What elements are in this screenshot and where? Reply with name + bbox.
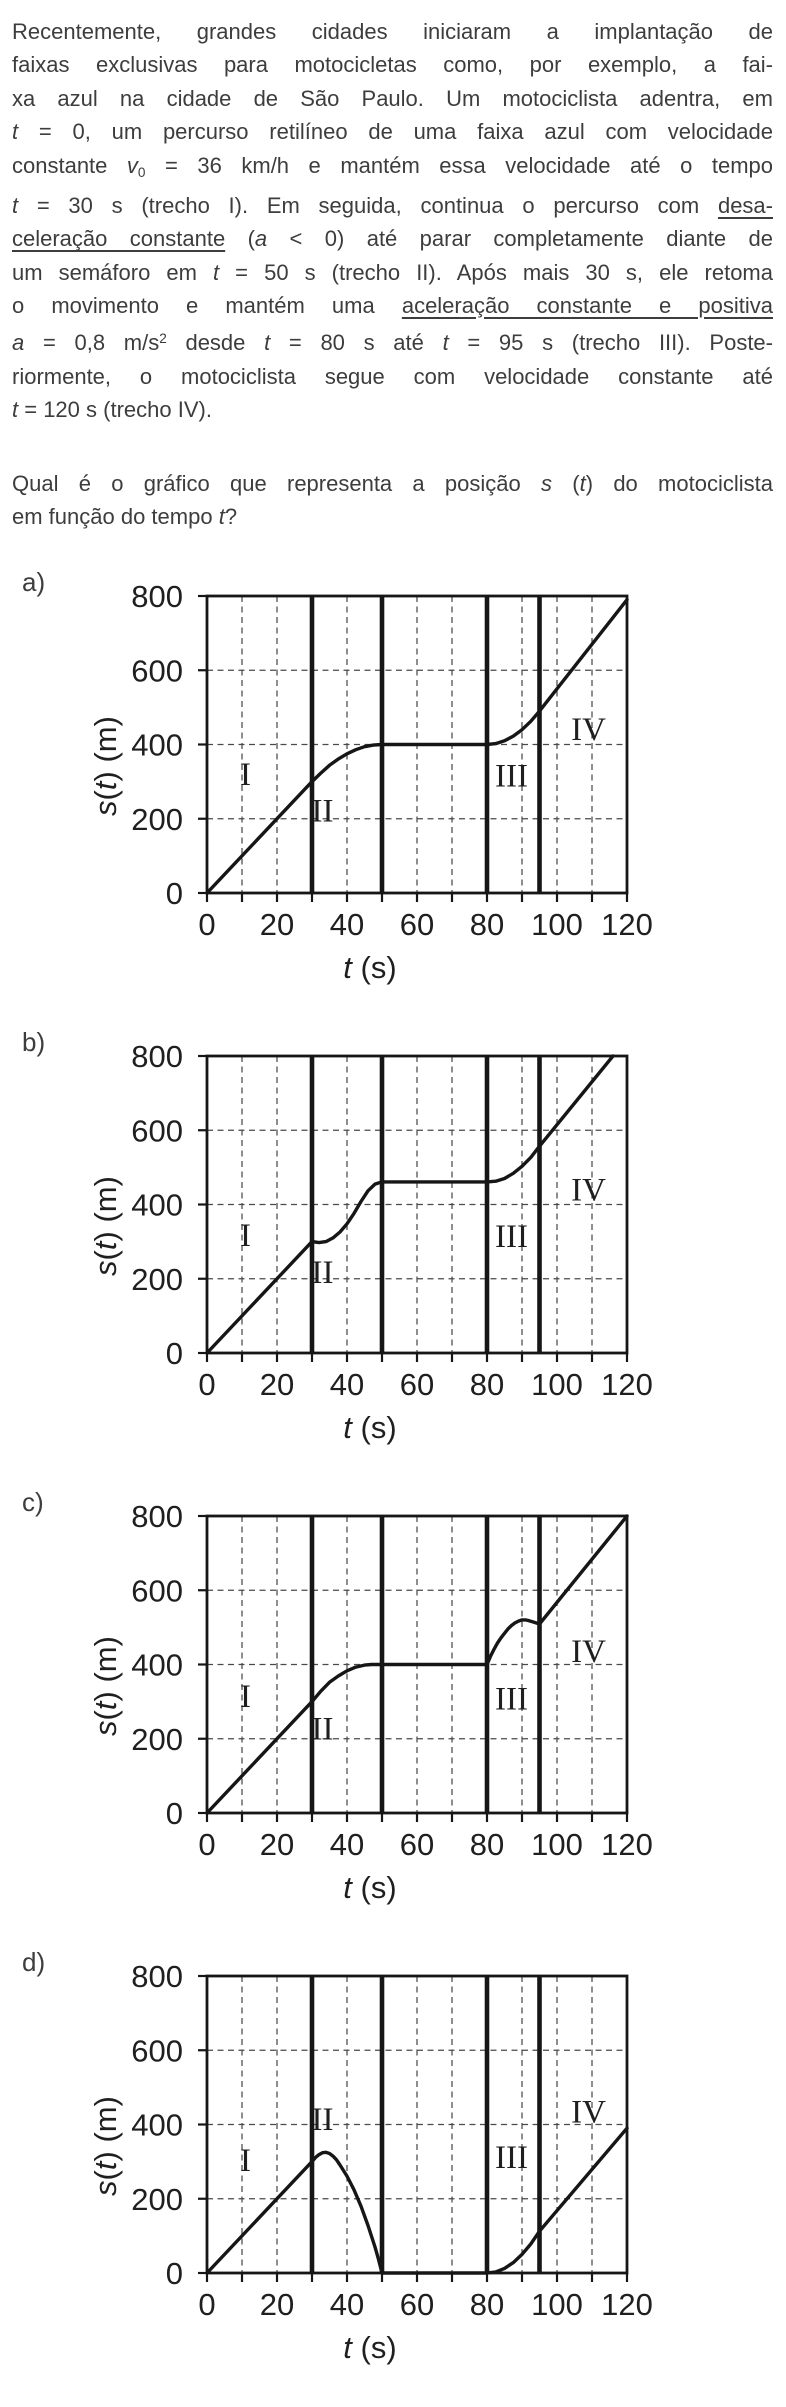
svg-text:60: 60: [399, 2287, 435, 2323]
region-labels: [240, 1634, 606, 1748]
region-labels: [240, 1173, 606, 1291]
svg-text:0: 0: [165, 1796, 183, 1832]
text-line: um semáforo em t = 50 s (trecho II). Após mais 30 s, ele retoma: [12, 259, 773, 285]
svg-text:800: 800: [131, 1959, 183, 1995]
text-column: [0, 0, 786, 533]
svg-text:60: 60: [399, 1367, 435, 1403]
region-label-I: I: [240, 2143, 251, 2180]
region-label-I: I: [240, 757, 251, 794]
x-tick-labels: [198, 2287, 652, 2322]
x-tick-labels: [198, 1367, 652, 1402]
svg-text:100: 100: [531, 1367, 583, 1403]
svg-text:0: 0: [165, 876, 183, 912]
chart-b-svg: [55, 1038, 755, 1446]
svg-text:600: 600: [131, 653, 183, 689]
svg-text:60: 60: [399, 907, 435, 943]
svg-text:400: 400: [131, 1647, 183, 1683]
axis-ticks: [198, 596, 627, 902]
svg-text:20: 20: [259, 1827, 295, 1863]
text-line: riormente, o motociclista segue com velocidade constante até: [12, 363, 773, 389]
svg-text:400: 400: [131, 727, 183, 763]
text-line: xa azul na cidade de São Paulo. Um motociclista adentra, em: [12, 85, 773, 111]
region-label-II: II: [311, 2102, 334, 2139]
answer-options: [0, 567, 786, 2407]
region-label-IV: IV: [571, 2094, 606, 2131]
svg-text:600: 600: [131, 1573, 183, 1609]
gridlines: [207, 1976, 627, 2273]
svg-text:100: 100: [531, 1827, 583, 1863]
region-label-I: I: [240, 1679, 251, 1716]
svg-text:60: 60: [399, 1827, 435, 1863]
y-axis-title: s(t) (m): [88, 1636, 123, 1737]
svg-text:800: 800: [131, 1039, 183, 1075]
x-axis-title: t (s): [343, 2330, 397, 2366]
text-line: constante v0 = 36 km/h e mantém essa velocidade até o tempo: [12, 152, 773, 180]
question-paragraph: [12, 467, 773, 534]
svg-text:200: 200: [131, 1722, 183, 1758]
y-tick-labels: [131, 579, 183, 911]
svg-text:600: 600: [131, 2033, 183, 2069]
svg-text:120: 120: [601, 2287, 653, 2323]
text-line: o movimento e mantém uma aceleração constante e positiva: [12, 293, 773, 319]
x-axis-title: t (s): [343, 1410, 397, 1446]
text-line: Qual é o gráfico que representa a posição s (t) do motociclista: [12, 470, 773, 496]
y-tick-labels: [131, 1039, 183, 1371]
gridlines: [207, 1056, 627, 1353]
svg-text:600: 600: [131, 1113, 183, 1149]
axis-ticks: [198, 1976, 627, 2282]
y-axis-title: s(t) (m): [88, 2096, 123, 2197]
y-axis-title: s(t) (m): [88, 716, 123, 817]
svg-text:0: 0: [198, 2287, 216, 2323]
svg-text:120: 120: [601, 907, 653, 943]
svg-text:200: 200: [131, 2182, 183, 2218]
svg-text:0: 0: [198, 1367, 216, 1403]
svg-text:80: 80: [469, 1827, 505, 1863]
problem-paragraph: [12, 15, 773, 427]
svg-text:0: 0: [165, 1336, 183, 1372]
axis-ticks: [198, 1516, 627, 1822]
svg-text:40: 40: [329, 907, 365, 943]
svg-text:120: 120: [601, 1827, 653, 1863]
svg-text:800: 800: [131, 1499, 183, 1535]
region-label-III: III: [495, 1219, 528, 1256]
chart-d-svg: [55, 1958, 755, 2366]
x-tick-labels: [198, 1827, 652, 1862]
text-line: a = 0,8 $m/s^2$ desde t = 80 s até t = 95 s (trecho III). Poste-: [12, 330, 773, 356]
svg-text:20: 20: [259, 907, 295, 943]
svg-text:800: 800: [131, 579, 183, 615]
text-line: faixas exclusivas para motocicletas como, por exemplo, a fai-: [12, 52, 773, 78]
region-label-IV: IV: [571, 712, 606, 749]
text-line: t = 120 s (trecho IV).: [12, 397, 212, 423]
svg-text:80: 80: [469, 2287, 505, 2323]
axis-ticks: [198, 1056, 627, 1362]
chart-option-c: [0, 1487, 786, 1947]
option-label-d: d): [22, 1947, 46, 1978]
svg-text:20: 20: [259, 1367, 295, 1403]
text-line: t = 0, um percurso retilíneo de uma faixa azul com velocidade: [12, 119, 773, 145]
svg-text:40: 40: [329, 2287, 365, 2323]
option-label-c: c): [22, 1487, 44, 1518]
text-line: Recentemente, grandes cidades iniciaram a implantação de: [12, 19, 773, 44]
x-axis-title: t (s): [343, 950, 397, 986]
region-labels: [240, 712, 606, 830]
svg-text:100: 100: [531, 2287, 583, 2323]
svg-text:80: 80: [469, 907, 505, 943]
svg-text:120: 120: [601, 1367, 653, 1403]
region-label-II: II: [311, 1255, 334, 1292]
region-label-III: III: [495, 1681, 528, 1718]
svg-text:200: 200: [131, 802, 183, 838]
option-label-b: b): [22, 1027, 46, 1058]
svg-text:100: 100: [531, 907, 583, 943]
y-tick-labels: [131, 1499, 183, 1831]
svg-text:80: 80: [469, 1367, 505, 1403]
svg-text:0: 0: [198, 907, 216, 943]
region-label-II: II: [311, 793, 334, 830]
text-line: celeração constante (a < 0) até parar completamente diante de: [12, 226, 774, 252]
svg-text:20: 20: [259, 2287, 295, 2323]
region-label-III: III: [495, 2140, 528, 2177]
y-tick-labels: [131, 1959, 183, 2291]
region-label-I: I: [240, 1218, 251, 1255]
chart-option-d: [0, 1947, 786, 2407]
region-label-IV: IV: [571, 1634, 606, 1671]
chart-a-svg: [55, 578, 755, 986]
region-label-III: III: [495, 758, 528, 795]
svg-text:40: 40: [329, 1827, 365, 1863]
svg-text:40: 40: [329, 1367, 365, 1403]
x-axis-title: t (s): [343, 1870, 397, 1906]
x-tick-labels: [198, 907, 652, 942]
chart-c-svg: [55, 1498, 755, 1906]
y-axis-title: s(t) (m): [88, 1176, 123, 1277]
svg-text:0: 0: [165, 2256, 183, 2292]
svg-text:400: 400: [131, 2107, 183, 2143]
svg-text:200: 200: [131, 1262, 183, 1298]
region-label-IV: IV: [571, 1172, 606, 1209]
svg-text:400: 400: [131, 1187, 183, 1223]
region-label-II: II: [311, 1711, 334, 1748]
chart-option-a: [0, 567, 786, 1027]
svg-text:0: 0: [198, 1827, 216, 1863]
region-labels: [240, 2095, 606, 2179]
text-line: em função do tempo t?: [12, 503, 238, 529]
text-line: t = 30 s (trecho I). Em seguida, continua o percurso com desa-: [12, 192, 773, 218]
option-label-a: a): [22, 567, 46, 598]
chart-option-b: [0, 1027, 786, 1487]
